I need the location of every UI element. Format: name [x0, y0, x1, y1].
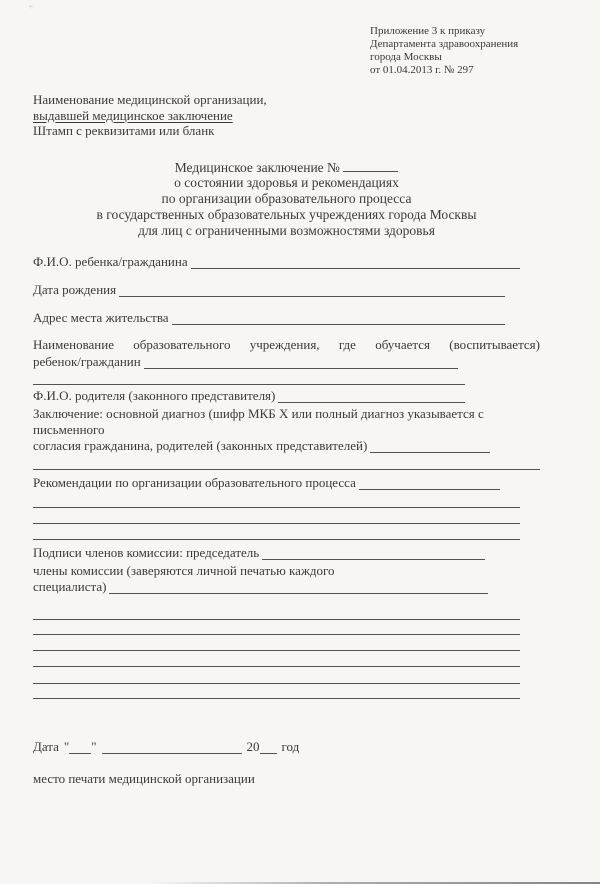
title-line3: по организации образовательного процесса	[161, 191, 412, 207]
document-title	[33, 159, 540, 239]
medical-org-line3: Штамп с реквизитами или бланк	[33, 123, 215, 138]
members-label-line2: специалиста)	[33, 578, 107, 594]
signatures-field	[33, 545, 540, 560]
blank-line	[33, 651, 520, 667]
parent-name-label: Ф.И.О. родителя (законного представителя)	[33, 387, 276, 403]
address-field	[33, 310, 540, 325]
month-blank-line	[102, 741, 242, 754]
members-field	[33, 579, 540, 594]
child-name-field	[33, 254, 540, 269]
appendix-note-line: от 01.04.2013 г. № 297	[370, 64, 474, 76]
conclusion-line2	[33, 438, 540, 453]
blank-line	[33, 524, 520, 540]
title-line-number	[33, 159, 540, 176]
address-label: Адрес места жительства	[33, 310, 169, 326]
blank-line	[370, 449, 490, 453]
close-quote: "	[91, 738, 97, 754]
recommendations-label: Рекомендации по организации образовательного процесса	[33, 474, 356, 490]
appendix-note-line: Департамента здравоохранения	[370, 38, 519, 50]
blank-line	[33, 372, 465, 385]
open-quote: "	[63, 738, 70, 754]
edu-org-line2	[33, 354, 540, 369]
blank-line	[144, 365, 458, 369]
date-field	[33, 739, 540, 754]
conclusion-field	[33, 406, 540, 453]
day-blank-line	[69, 741, 91, 754]
scan-artifact: +	[28, 2, 34, 13]
blank-line	[109, 590, 488, 594]
medical-org-block	[33, 92, 540, 139]
blank-line	[33, 684, 520, 699]
conclusion-line1: Заключение: основной диагноз (шифр МКБ X или полный диагноз указывается с письменного	[33, 405, 484, 437]
members-label-line1: члены комиссии (заверяются личной печатью каждого	[33, 562, 335, 578]
title-number-label: Медицинское заключение №	[174, 159, 340, 175]
date-label: Дата	[33, 738, 59, 754]
blank-line	[359, 486, 500, 490]
title-line4: в государственных образовательных учреждениях города Москвы	[96, 206, 477, 222]
edu-org-label-line2: ребенок/гражданин	[33, 353, 141, 369]
blank-line	[262, 556, 485, 560]
birth-date-field	[33, 282, 540, 297]
blank-line	[119, 293, 505, 297]
birth-date-label: Дата рождения	[33, 282, 117, 298]
number-blank-line	[343, 159, 398, 172]
blank-line	[33, 602, 520, 620]
edu-org-label-line1: Наименование образовательного учреждения, где обучается (воспитывается)	[33, 337, 540, 353]
blank-line	[33, 667, 520, 684]
blank-line	[33, 508, 520, 524]
conclusion-line2-label: согласия гражданина, родителей (законных представителей)	[33, 437, 368, 453]
blank-line	[172, 321, 505, 325]
blank-line	[278, 399, 465, 403]
appendix-note-line: Приложение 3 к приказу	[370, 25, 486, 37]
year-prefix: 20	[246, 738, 260, 754]
blank-line	[33, 493, 520, 508]
edu-org-field	[33, 337, 540, 369]
blank-line	[191, 265, 520, 269]
blank-line	[33, 456, 540, 470]
appendix-note-line: города Москвы	[370, 51, 442, 63]
child-name-label: Ф.И.О. ребенка/гражданина	[33, 254, 188, 270]
parent-name-field	[33, 388, 540, 403]
medical-org-line1: Наименование медицинской организации,	[33, 92, 267, 107]
recommendations-field	[33, 475, 540, 490]
title-line5: для лиц с ограниченными возможностями здоровья	[138, 222, 435, 238]
blank-line	[33, 635, 520, 651]
blank-line	[33, 620, 520, 635]
title-line2: о состоянии здоровья и рекомендациях	[174, 175, 399, 191]
year-suffix: год	[281, 738, 300, 754]
year-blank-line	[260, 741, 277, 754]
form-content	[33, 0, 540, 787]
medical-org-line2: выдавшей медицинское заключение	[33, 107, 233, 123]
signatures-label: Подписи членов комиссии: председатель	[33, 544, 260, 560]
stamp-place-label: место печати медицинской организации	[33, 770, 255, 786]
